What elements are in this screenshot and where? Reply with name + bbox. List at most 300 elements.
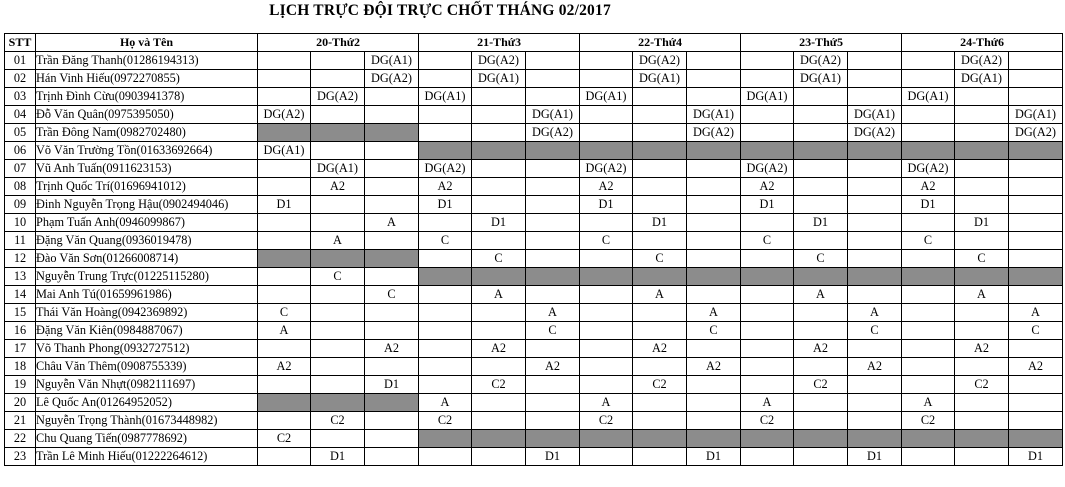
duty-cell <box>472 196 526 214</box>
duty-cell <box>902 304 955 322</box>
duty-cell <box>902 52 955 70</box>
duty-cell: C2 <box>741 412 794 430</box>
table-row <box>5 376 1063 394</box>
duty-cell: C <box>311 268 365 286</box>
duty-cell <box>902 286 955 304</box>
duty-cell <box>687 70 741 88</box>
duty-cell: D1 <box>955 214 1009 232</box>
duty-cell: D1 <box>258 196 311 214</box>
duty-cell <box>526 214 580 232</box>
row-name: Lê Quốc An(01264952052) <box>36 394 258 412</box>
duty-cell <box>687 88 741 106</box>
duty-cell <box>526 340 580 358</box>
duty-cell <box>365 394 419 412</box>
duty-cell <box>580 430 633 448</box>
duty-cell <box>687 196 741 214</box>
duty-cell <box>633 268 687 286</box>
duty-cell <box>1009 52 1063 70</box>
row-stt: 21 <box>5 412 36 430</box>
duty-cell <box>741 430 794 448</box>
duty-cell: DG(A1) <box>472 70 526 88</box>
duty-cell: C <box>526 322 580 340</box>
duty-cell <box>955 394 1009 412</box>
duty-cell <box>258 448 311 466</box>
duty-cell <box>526 268 580 286</box>
duty-cell <box>794 430 848 448</box>
duty-cell <box>365 448 419 466</box>
duty-cell <box>258 52 311 70</box>
row-name: Trịnh Quốc Trí(01696941012) <box>36 178 258 196</box>
row-stt: 10 <box>5 214 36 232</box>
duty-cell <box>526 178 580 196</box>
duty-cell <box>955 106 1009 124</box>
duty-cell <box>848 232 902 250</box>
duty-cell: DG(A1) <box>1009 106 1063 124</box>
duty-cell: A <box>258 322 311 340</box>
duty-cell <box>902 124 955 142</box>
duty-cell <box>741 358 794 376</box>
duty-cell <box>311 124 365 142</box>
duty-cell <box>955 448 1009 466</box>
row-name: Chu Quang Tiến(0987778692) <box>36 430 258 448</box>
duty-cell <box>472 124 526 142</box>
duty-cell: DG(A2) <box>526 124 580 142</box>
duty-cell <box>955 358 1009 376</box>
duty-cell <box>419 358 472 376</box>
duty-cell <box>687 268 741 286</box>
row-stt: 20 <box>5 394 36 412</box>
duty-cell: C <box>633 250 687 268</box>
duty-cell <box>1009 394 1063 412</box>
duty-cell <box>955 142 1009 160</box>
duty-cell: A <box>687 304 741 322</box>
row-name: Vũ Anh Tuấn(0911623153) <box>36 160 258 178</box>
header-day: 20-Thứ2 <box>258 34 419 52</box>
table-row <box>5 322 1063 340</box>
duty-cell: A <box>955 286 1009 304</box>
duty-cell <box>687 286 741 304</box>
duty-cell <box>902 322 955 340</box>
duty-cell <box>472 178 526 196</box>
duty-cell <box>365 88 419 106</box>
duty-cell: DG(A1) <box>311 160 365 178</box>
duty-cell: DG(A2) <box>472 52 526 70</box>
duty-cell <box>633 160 687 178</box>
duty-cell <box>902 250 955 268</box>
row-name: Nguyễn Trung Trực(01225115280) <box>36 268 258 286</box>
duty-cell <box>955 412 1009 430</box>
duty-cell: DG(A1) <box>633 70 687 88</box>
duty-cell: C <box>794 250 848 268</box>
duty-cell: DG(A2) <box>741 160 794 178</box>
duty-cell <box>794 448 848 466</box>
duty-cell <box>419 304 472 322</box>
duty-cell <box>365 142 419 160</box>
table-row <box>5 448 1063 466</box>
row-name: Đào Văn Sơn(01266008714) <box>36 250 258 268</box>
duty-cell: C <box>741 232 794 250</box>
row-stt: 07 <box>5 160 36 178</box>
header-name: Họ và Tên <box>36 34 258 52</box>
row-stt: 13 <box>5 268 36 286</box>
duty-cell <box>580 286 633 304</box>
duty-cell <box>472 412 526 430</box>
duty-cell <box>687 160 741 178</box>
duty-cell <box>794 304 848 322</box>
duty-cell: A2 <box>258 358 311 376</box>
duty-cell: DG(A2) <box>687 124 741 142</box>
duty-cell <box>687 394 741 412</box>
duty-cell <box>633 196 687 214</box>
duty-cell <box>472 448 526 466</box>
header-day: 23-Thứ5 <box>741 34 902 52</box>
duty-cell <box>258 340 311 358</box>
duty-cell: C2 <box>472 376 526 394</box>
duty-cell: A <box>902 394 955 412</box>
duty-cell <box>955 160 1009 178</box>
duty-cell <box>526 232 580 250</box>
row-name: Trần Lê Minh Hiếu(01222264612) <box>36 448 258 466</box>
duty-cell: A <box>633 286 687 304</box>
row-stt: 15 <box>5 304 36 322</box>
duty-cell <box>633 178 687 196</box>
duty-cell: D1 <box>1009 448 1063 466</box>
row-name: Trần Đông Nam(0982702480) <box>36 124 258 142</box>
row-stt: 02 <box>5 70 36 88</box>
table-row <box>5 124 1063 142</box>
duty-cell <box>1009 70 1063 88</box>
header-stt: STT <box>5 34 36 52</box>
duty-cell <box>687 412 741 430</box>
duty-cell <box>955 178 1009 196</box>
duty-cell <box>580 268 633 286</box>
duty-cell <box>258 268 311 286</box>
duty-cell: A2 <box>311 178 365 196</box>
duty-cell <box>311 286 365 304</box>
duty-cell <box>1009 88 1063 106</box>
table-row <box>5 358 1063 376</box>
row-name: Nguyễn Trọng Thành(01673448982) <box>36 412 258 430</box>
duty-cell <box>741 376 794 394</box>
row-stt: 06 <box>5 142 36 160</box>
duty-cell <box>365 304 419 322</box>
duty-cell <box>365 412 419 430</box>
table-row <box>5 196 1063 214</box>
duty-cell: DG(A2) <box>955 52 1009 70</box>
row-name: Thái Văn Hoàng(0942369892) <box>36 304 258 322</box>
duty-cell <box>794 124 848 142</box>
row-stt: 23 <box>5 448 36 466</box>
duty-cell: A <box>741 394 794 412</box>
duty-cell <box>526 394 580 412</box>
duty-cell <box>311 250 365 268</box>
duty-cell <box>580 214 633 232</box>
row-stt: 14 <box>5 286 36 304</box>
duty-cell <box>902 70 955 88</box>
duty-cell: C <box>258 304 311 322</box>
duty-cell <box>419 376 472 394</box>
duty-cell: C2 <box>794 376 848 394</box>
duty-cell <box>794 178 848 196</box>
duty-cell <box>1009 196 1063 214</box>
duty-cell: C2 <box>955 376 1009 394</box>
duty-cell: A2 <box>902 178 955 196</box>
duty-cell <box>902 106 955 124</box>
duty-cell: DG(A1) <box>741 88 794 106</box>
duty-cell <box>419 106 472 124</box>
duty-cell <box>419 322 472 340</box>
duty-cell <box>580 250 633 268</box>
duty-cell <box>794 268 848 286</box>
duty-cell: DG(A1) <box>794 70 848 88</box>
duty-cell <box>633 322 687 340</box>
duty-cell <box>1009 268 1063 286</box>
duty-cell: C <box>580 232 633 250</box>
row-stt: 22 <box>5 430 36 448</box>
duty-cell <box>741 304 794 322</box>
duty-cell <box>526 52 580 70</box>
duty-cell: DG(A2) <box>580 160 633 178</box>
duty-cell <box>687 178 741 196</box>
duty-cell: C2 <box>902 412 955 430</box>
duty-cell: A2 <box>741 178 794 196</box>
duty-cell <box>472 322 526 340</box>
duty-cell: DG(A1) <box>526 106 580 124</box>
duty-cell: DG(A2) <box>848 124 902 142</box>
duty-cell <box>526 160 580 178</box>
duty-cell <box>741 106 794 124</box>
duty-cell <box>848 88 902 106</box>
row-stt: 12 <box>5 250 36 268</box>
duty-cell <box>472 88 526 106</box>
duty-cell: A2 <box>687 358 741 376</box>
duty-cell <box>741 340 794 358</box>
duty-cell <box>848 52 902 70</box>
duty-cell <box>1009 412 1063 430</box>
duty-cell <box>687 376 741 394</box>
duty-cell <box>848 178 902 196</box>
table-row <box>5 52 1063 70</box>
duty-cell <box>258 286 311 304</box>
duty-cell <box>365 268 419 286</box>
duty-cell <box>472 232 526 250</box>
duty-cell: D1 <box>419 196 472 214</box>
duty-cell <box>633 142 687 160</box>
table-row <box>5 178 1063 196</box>
duty-cell <box>794 142 848 160</box>
duty-cell <box>741 448 794 466</box>
duty-cell <box>580 70 633 88</box>
duty-cell <box>633 394 687 412</box>
header-row <box>5 34 1063 52</box>
header-day: 24-Thứ6 <box>902 34 1063 52</box>
row-stt: 16 <box>5 322 36 340</box>
duty-cell: A <box>311 232 365 250</box>
duty-cell <box>902 448 955 466</box>
duty-cell <box>419 250 472 268</box>
row-name: Võ Văn Trường Tồn(01633692664) <box>36 142 258 160</box>
duty-cell <box>848 250 902 268</box>
duty-cell: DG(A2) <box>419 160 472 178</box>
duty-cell <box>633 106 687 124</box>
duty-cell: A <box>580 394 633 412</box>
row-name: Đặng Văn Quang(0936019478) <box>36 232 258 250</box>
duty-cell: D1 <box>580 196 633 214</box>
duty-cell <box>848 412 902 430</box>
duty-cell <box>365 178 419 196</box>
duty-cell <box>580 448 633 466</box>
table-row <box>5 430 1063 448</box>
duty-cell <box>526 286 580 304</box>
duty-cell <box>419 340 472 358</box>
duty-cell: D1 <box>848 448 902 466</box>
duty-cell <box>741 286 794 304</box>
table-row <box>5 304 1063 322</box>
duty-cell <box>687 232 741 250</box>
duty-cell <box>365 160 419 178</box>
duty-cell <box>1009 142 1063 160</box>
row-name: Trần Đăng Thanh(01286194313) <box>36 52 258 70</box>
duty-cell <box>848 160 902 178</box>
duty-cell: C <box>1009 322 1063 340</box>
duty-cell <box>848 142 902 160</box>
duty-cell: C <box>848 322 902 340</box>
duty-cell: DG(A1) <box>902 88 955 106</box>
duty-cell <box>365 322 419 340</box>
page-title: LỊCH TRỰC ĐỘI TRỰC CHỐT THÁNG 02/2017 <box>269 2 611 19</box>
duty-cell <box>258 412 311 430</box>
row-stt: 17 <box>5 340 36 358</box>
duty-cell <box>633 88 687 106</box>
duty-cell: A <box>794 286 848 304</box>
table-row <box>5 250 1063 268</box>
row-name: Trịnh Đình Cừu(0903941378) <box>36 88 258 106</box>
duty-cell <box>794 322 848 340</box>
row-stt: 18 <box>5 358 36 376</box>
header-day: 22-Thứ4 <box>580 34 741 52</box>
row-stt: 04 <box>5 106 36 124</box>
row-name: Hán Vinh Hiếu(0972270855) <box>36 70 258 88</box>
duty-cell: C2 <box>311 412 365 430</box>
duty-cell <box>1009 286 1063 304</box>
table-row <box>5 286 1063 304</box>
duty-cell: DG(A1) <box>848 106 902 124</box>
duty-cell <box>848 286 902 304</box>
duty-cell <box>258 376 311 394</box>
duty-cell <box>955 88 1009 106</box>
duty-cell <box>955 304 1009 322</box>
duty-cell <box>258 394 311 412</box>
duty-cell: A2 <box>526 358 580 376</box>
duty-cell: DG(A2) <box>365 70 419 88</box>
duty-cell: A <box>1009 304 1063 322</box>
duty-cell <box>258 250 311 268</box>
duty-roster-table <box>4 33 1063 466</box>
duty-cell <box>419 124 472 142</box>
duty-cell <box>794 358 848 376</box>
header-day: 21-Thứ3 <box>419 34 580 52</box>
duty-cell <box>311 430 365 448</box>
duty-cell <box>580 304 633 322</box>
duty-cell <box>1009 214 1063 232</box>
duty-cell <box>1009 376 1063 394</box>
duty-cell <box>741 214 794 232</box>
duty-cell: DG(A1) <box>258 142 311 160</box>
duty-cell: A2 <box>633 340 687 358</box>
row-name: Phạm Tuấn Anh(0946099867) <box>36 214 258 232</box>
duty-cell: A2 <box>794 340 848 358</box>
duty-cell: A2 <box>472 340 526 358</box>
duty-cell <box>311 394 365 412</box>
row-stt: 03 <box>5 88 36 106</box>
duty-cell: A <box>365 214 419 232</box>
duty-cell: DG(A2) <box>1009 124 1063 142</box>
row-name: Châu Văn Thêm(0908755339) <box>36 358 258 376</box>
duty-cell: A2 <box>419 178 472 196</box>
duty-cell <box>794 412 848 430</box>
duty-cell <box>794 88 848 106</box>
duty-cell: C <box>955 250 1009 268</box>
duty-cell <box>526 88 580 106</box>
duty-cell: DG(A2) <box>902 160 955 178</box>
duty-cell <box>365 250 419 268</box>
duty-cell: C <box>419 232 472 250</box>
duty-cell: DG(A2) <box>794 52 848 70</box>
duty-cell <box>633 412 687 430</box>
duty-cell <box>419 214 472 232</box>
duty-cell <box>902 214 955 232</box>
duty-cell <box>526 142 580 160</box>
row-name: Đặng Văn Kiên(0984887067) <box>36 322 258 340</box>
duty-cell <box>955 322 1009 340</box>
duty-cell: DG(A1) <box>365 52 419 70</box>
duty-cell <box>258 178 311 196</box>
duty-cell <box>365 106 419 124</box>
duty-cell <box>741 124 794 142</box>
duty-cell <box>311 142 365 160</box>
row-name: Đỗ Văn Quân(0975395050) <box>36 106 258 124</box>
duty-cell: A <box>472 286 526 304</box>
duty-cell <box>472 430 526 448</box>
duty-cell <box>902 376 955 394</box>
duty-cell <box>741 142 794 160</box>
duty-cell <box>848 430 902 448</box>
duty-cell <box>741 250 794 268</box>
duty-cell <box>1009 160 1063 178</box>
duty-cell <box>687 214 741 232</box>
duty-cell <box>741 70 794 88</box>
duty-cell: DG(A2) <box>258 106 311 124</box>
table-row <box>5 160 1063 178</box>
duty-cell <box>472 160 526 178</box>
duty-cell <box>580 124 633 142</box>
table-row <box>5 142 1063 160</box>
duty-cell: DG(A2) <box>633 52 687 70</box>
row-stt: 08 <box>5 178 36 196</box>
duty-cell <box>258 214 311 232</box>
duty-cell <box>311 376 365 394</box>
duty-cell <box>258 88 311 106</box>
duty-cell <box>526 250 580 268</box>
row-name: Mai Anh Tú(01659961986) <box>36 286 258 304</box>
duty-cell <box>419 52 472 70</box>
table-row <box>5 70 1063 88</box>
duty-cell: A2 <box>848 358 902 376</box>
duty-cell <box>258 160 311 178</box>
duty-cell <box>794 106 848 124</box>
duty-cell <box>955 232 1009 250</box>
duty-cell: A <box>526 304 580 322</box>
